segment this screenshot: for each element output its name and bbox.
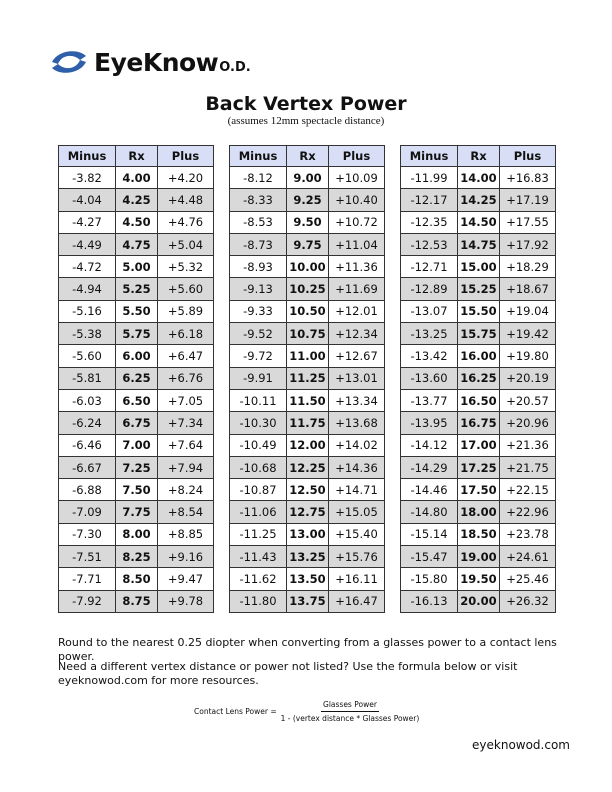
minus-cell: -7.51 (59, 546, 116, 568)
table-row (59, 323, 214, 345)
minus-cell: -4.04 (59, 189, 116, 211)
rx-cell: 18.50 (458, 523, 500, 545)
table-row (230, 456, 385, 478)
plus-cell: +8.24 (158, 479, 214, 501)
minus-cell: -9.72 (230, 345, 287, 367)
plus-cell: +23.78 (500, 523, 556, 545)
vertex-table-2 (229, 145, 385, 613)
plus-cell: +21.36 (500, 434, 556, 456)
header-plus: Plus (158, 146, 214, 167)
minus-cell: -7.71 (59, 568, 116, 590)
minus-cell: -4.27 (59, 211, 116, 233)
table-row (401, 590, 556, 612)
brand-suffix: O.D. (219, 59, 251, 75)
minus-cell: -6.67 (59, 456, 116, 478)
minus-cell: -8.33 (230, 189, 287, 211)
rx-cell: 19.00 (458, 546, 500, 568)
plus-cell: +4.76 (158, 211, 214, 233)
minus-cell: -14.80 (401, 501, 458, 523)
plus-cell: +12.34 (329, 323, 385, 345)
rx-cell: 9.25 (287, 189, 329, 211)
table-row (401, 278, 556, 300)
table-row (59, 189, 214, 211)
table-row (401, 345, 556, 367)
table-row (230, 300, 385, 322)
minus-cell: -11.43 (230, 546, 287, 568)
table-row (401, 434, 556, 456)
table-row (59, 501, 214, 523)
minus-cell: -11.25 (230, 523, 287, 545)
table-row (401, 412, 556, 434)
plus-cell: +24.61 (500, 546, 556, 568)
table-row (59, 300, 214, 322)
plus-cell: +16.11 (329, 568, 385, 590)
rx-cell: 13.00 (287, 523, 329, 545)
table-row (401, 389, 556, 411)
rx-cell: 4.50 (116, 211, 158, 233)
rx-cell: 10.25 (287, 278, 329, 300)
minus-cell: -4.72 (59, 256, 116, 278)
plus-cell: +10.40 (329, 189, 385, 211)
minus-cell: -8.12 (230, 167, 287, 189)
plus-cell: +21.75 (500, 456, 556, 478)
table-row (59, 345, 214, 367)
minus-cell: -6.88 (59, 479, 116, 501)
table-row (230, 256, 385, 278)
table-row (59, 278, 214, 300)
plus-cell: +9.47 (158, 568, 214, 590)
minus-cell: -14.46 (401, 479, 458, 501)
rx-cell: 12.50 (287, 479, 329, 501)
minus-cell: -8.93 (230, 256, 287, 278)
table-row (59, 233, 214, 255)
table-row (230, 546, 385, 568)
plus-cell: +17.92 (500, 233, 556, 255)
minus-cell: -3.82 (59, 167, 116, 189)
minus-cell: -13.60 (401, 367, 458, 389)
minus-cell: -10.11 (230, 389, 287, 411)
plus-cell: +17.19 (500, 189, 556, 211)
plus-cell: +12.01 (329, 300, 385, 322)
rx-cell: 12.25 (287, 456, 329, 478)
rx-cell: 8.50 (116, 568, 158, 590)
formula-denominator: 1 - (vertex distance * Glasses Power) (280, 714, 420, 723)
minus-cell: -11.06 (230, 501, 287, 523)
minus-cell: -10.68 (230, 456, 287, 478)
table-row (59, 367, 214, 389)
plus-cell: +19.80 (500, 345, 556, 367)
rx-cell: 17.25 (458, 456, 500, 478)
rx-cell: 9.00 (287, 167, 329, 189)
minus-cell: -6.24 (59, 412, 116, 434)
plus-cell: +13.68 (329, 412, 385, 434)
plus-cell: +5.04 (158, 233, 214, 255)
rx-cell: 11.50 (287, 389, 329, 411)
rx-cell: 7.00 (116, 434, 158, 456)
plus-cell: +26.32 (500, 590, 556, 612)
rx-cell: 16.25 (458, 367, 500, 389)
table-row (230, 278, 385, 300)
plus-cell: +11.04 (329, 233, 385, 255)
minus-cell: -8.53 (230, 211, 287, 233)
table-row (401, 300, 556, 322)
minus-cell: -11.62 (230, 568, 287, 590)
table-row (230, 412, 385, 434)
plus-cell: +5.89 (158, 300, 214, 322)
plus-cell: +7.05 (158, 389, 214, 411)
table-row (230, 211, 385, 233)
header-minus: Minus (230, 146, 287, 167)
rx-cell: 8.00 (116, 523, 158, 545)
plus-cell: +19.42 (500, 323, 556, 345)
rx-cell: 13.75 (287, 590, 329, 612)
minus-cell: -14.29 (401, 456, 458, 478)
plus-cell: +6.76 (158, 367, 214, 389)
table-row (230, 189, 385, 211)
rx-cell: 16.75 (458, 412, 500, 434)
table-row (59, 479, 214, 501)
plus-cell: +5.60 (158, 278, 214, 300)
table-row (59, 456, 214, 478)
plus-cell: +13.34 (329, 389, 385, 411)
rx-cell: 4.25 (116, 189, 158, 211)
minus-cell: -11.99 (401, 167, 458, 189)
brand-logo (48, 44, 251, 80)
minus-cell: -13.25 (401, 323, 458, 345)
formula-lhs: Contact Lens Power = (194, 707, 277, 716)
rx-cell: 19.50 (458, 568, 500, 590)
table-row (401, 501, 556, 523)
page-title: Back Vertex Power (205, 93, 407, 115)
rx-cell: 6.25 (116, 367, 158, 389)
table-row (59, 590, 214, 612)
header-minus: Minus (59, 146, 116, 167)
table-row (59, 412, 214, 434)
minus-cell: -9.33 (230, 300, 287, 322)
website-link[interactable]: eyeknowod.com (472, 738, 570, 752)
rx-cell: 15.25 (458, 278, 500, 300)
minus-cell: -13.95 (401, 412, 458, 434)
minus-cell: -9.13 (230, 278, 287, 300)
rx-cell: 14.25 (458, 189, 500, 211)
plus-cell: +14.36 (329, 456, 385, 478)
rx-cell: 7.25 (116, 456, 158, 478)
minus-cell: -6.46 (59, 434, 116, 456)
table-row (401, 568, 556, 590)
rx-cell: 10.00 (287, 256, 329, 278)
plus-cell: +11.36 (329, 256, 385, 278)
minus-cell: -5.60 (59, 345, 116, 367)
plus-cell: +12.67 (329, 345, 385, 367)
table-row (230, 323, 385, 345)
table-row (401, 546, 556, 568)
minus-cell: -8.73 (230, 233, 287, 255)
rx-cell: 9.50 (287, 211, 329, 233)
rounding-note: Round to the nearest 0.25 diopter when converting from a glasses power to a contact lens power. (58, 636, 557, 663)
plus-cell: +13.01 (329, 367, 385, 389)
vertex-table-3 (400, 145, 556, 613)
plus-cell: +10.72 (329, 211, 385, 233)
minus-cell: -10.87 (230, 479, 287, 501)
plus-cell: +10.09 (329, 167, 385, 189)
plus-cell: +8.54 (158, 501, 214, 523)
plus-cell: +25.46 (500, 568, 556, 590)
minus-cell: -5.16 (59, 300, 116, 322)
formula-note: Need a different vertex distance or power not listed? Use the formula below or visit eyeknowod.com for more resources. (58, 660, 518, 687)
formula (194, 700, 419, 723)
minus-cell: -12.17 (401, 189, 458, 211)
page-subtitle: (assumes 12mm spectacle distance) (227, 115, 385, 127)
rx-cell: 15.00 (458, 256, 500, 278)
table-row (59, 211, 214, 233)
table-row (401, 523, 556, 545)
table-row (230, 434, 385, 456)
plus-cell: +14.71 (329, 479, 385, 501)
rx-cell: 6.50 (116, 389, 158, 411)
minus-cell: -12.89 (401, 278, 458, 300)
plus-cell: +15.40 (329, 523, 385, 545)
minus-cell: -7.30 (59, 523, 116, 545)
table-row (401, 233, 556, 255)
table-row (230, 479, 385, 501)
plus-cell: +20.96 (500, 412, 556, 434)
table-row (401, 189, 556, 211)
header-rx: Rx (458, 146, 500, 167)
table-row (230, 590, 385, 612)
rx-cell: 11.00 (287, 345, 329, 367)
minus-cell: -9.52 (230, 323, 287, 345)
plus-cell: +19.04 (500, 300, 556, 322)
minus-cell: -4.49 (59, 233, 116, 255)
plus-cell: +7.34 (158, 412, 214, 434)
brand-name: EyeKnow (94, 47, 219, 77)
rx-cell: 7.50 (116, 479, 158, 501)
rx-cell: 13.25 (287, 546, 329, 568)
rx-cell: 17.00 (458, 434, 500, 456)
table-row (230, 523, 385, 545)
minus-cell: -6.03 (59, 389, 116, 411)
header-rx: Rx (116, 146, 158, 167)
rx-cell: 10.75 (287, 323, 329, 345)
header-minus: Minus (401, 146, 458, 167)
minus-cell: -13.42 (401, 345, 458, 367)
table-row (59, 523, 214, 545)
minus-cell: -12.35 (401, 211, 458, 233)
vertex-table-1 (58, 145, 214, 613)
plus-cell: +6.18 (158, 323, 214, 345)
plus-cell: +5.32 (158, 256, 214, 278)
plus-cell: +22.96 (500, 501, 556, 523)
plus-cell: +9.16 (158, 546, 214, 568)
minus-cell: -10.30 (230, 412, 287, 434)
table-row (59, 434, 214, 456)
rx-cell: 5.75 (116, 323, 158, 345)
table-row (401, 323, 556, 345)
table-row (230, 389, 385, 411)
minus-cell: -12.71 (401, 256, 458, 278)
formula-fraction (281, 700, 420, 723)
table-row (59, 568, 214, 590)
rx-cell: 9.75 (287, 233, 329, 255)
plus-cell: +20.57 (500, 389, 556, 411)
rx-cell: 14.50 (458, 211, 500, 233)
plus-cell: +4.20 (158, 167, 214, 189)
plus-cell: +18.67 (500, 278, 556, 300)
rx-cell: 5.25 (116, 278, 158, 300)
table-row (401, 256, 556, 278)
minus-cell: -15.14 (401, 523, 458, 545)
rx-cell: 14.00 (458, 167, 500, 189)
rx-cell: 8.25 (116, 546, 158, 568)
plus-cell: +7.94 (158, 456, 214, 478)
plus-cell: +16.47 (329, 590, 385, 612)
minus-cell: -7.09 (59, 501, 116, 523)
table-row (59, 389, 214, 411)
table-row (401, 479, 556, 501)
table-row (401, 167, 556, 189)
table-row (59, 167, 214, 189)
rx-cell: 7.75 (116, 501, 158, 523)
table-row (230, 501, 385, 523)
minus-cell: -5.38 (59, 323, 116, 345)
minus-cell: -4.94 (59, 278, 116, 300)
header-plus: Plus (500, 146, 556, 167)
minus-cell: -9.91 (230, 367, 287, 389)
minus-cell: -10.49 (230, 434, 287, 456)
plus-cell: +15.76 (329, 546, 385, 568)
rx-cell: 12.75 (287, 501, 329, 523)
table-row (401, 456, 556, 478)
table-row (230, 345, 385, 367)
plus-cell: +20.19 (500, 367, 556, 389)
rx-cell: 13.50 (287, 568, 329, 590)
plus-cell: +22.15 (500, 479, 556, 501)
rx-cell: 5.00 (116, 256, 158, 278)
plus-cell: +11.69 (329, 278, 385, 300)
table-row (59, 546, 214, 568)
table-row (401, 367, 556, 389)
minus-cell: -12.53 (401, 233, 458, 255)
plus-cell: +8.85 (158, 523, 214, 545)
rx-cell: 16.50 (458, 389, 500, 411)
table-row (230, 568, 385, 590)
minus-cell: -13.07 (401, 300, 458, 322)
header-plus: Plus (329, 146, 385, 167)
plus-cell: +6.47 (158, 345, 214, 367)
table-row (230, 233, 385, 255)
rx-cell: 15.50 (458, 300, 500, 322)
rx-cell: 16.00 (458, 345, 500, 367)
plus-cell: +16.83 (500, 167, 556, 189)
rx-cell: 6.00 (116, 345, 158, 367)
plus-cell: +14.02 (329, 434, 385, 456)
rx-cell: 17.50 (458, 479, 500, 501)
plus-cell: +7.64 (158, 434, 214, 456)
plus-cell: +9.78 (158, 590, 214, 612)
minus-cell: -15.47 (401, 546, 458, 568)
rx-cell: 4.00 (116, 167, 158, 189)
minus-cell: -15.80 (401, 568, 458, 590)
rx-cell: 15.75 (458, 323, 500, 345)
minus-cell: -16.13 (401, 590, 458, 612)
table-row (230, 167, 385, 189)
rx-cell: 10.50 (287, 300, 329, 322)
plus-cell: +4.48 (158, 189, 214, 211)
table-row (401, 211, 556, 233)
rx-cell: 20.00 (458, 590, 500, 612)
table-row (230, 367, 385, 389)
header-rx: Rx (287, 146, 329, 167)
plus-cell: +18.29 (500, 256, 556, 278)
plus-cell: +15.05 (329, 501, 385, 523)
rx-cell: 6.75 (116, 412, 158, 434)
rx-cell: 14.75 (458, 233, 500, 255)
rx-cell: 4.75 (116, 233, 158, 255)
rx-cell: 11.75 (287, 412, 329, 434)
rx-cell: 11.25 (287, 367, 329, 389)
minus-cell: -7.92 (59, 590, 116, 612)
rx-cell: 5.50 (116, 300, 158, 322)
minus-cell: -11.80 (230, 590, 287, 612)
table-row (59, 256, 214, 278)
minus-cell: -13.77 (401, 389, 458, 411)
formula-numerator: Glasses Power (321, 700, 379, 712)
minus-cell: -14.12 (401, 434, 458, 456)
plus-cell: +17.55 (500, 211, 556, 233)
minus-cell: -5.81 (59, 367, 116, 389)
rx-cell: 12.00 (287, 434, 329, 456)
rx-cell: 8.75 (116, 590, 158, 612)
eye-logo-icon (48, 46, 90, 78)
rx-cell: 18.00 (458, 501, 500, 523)
